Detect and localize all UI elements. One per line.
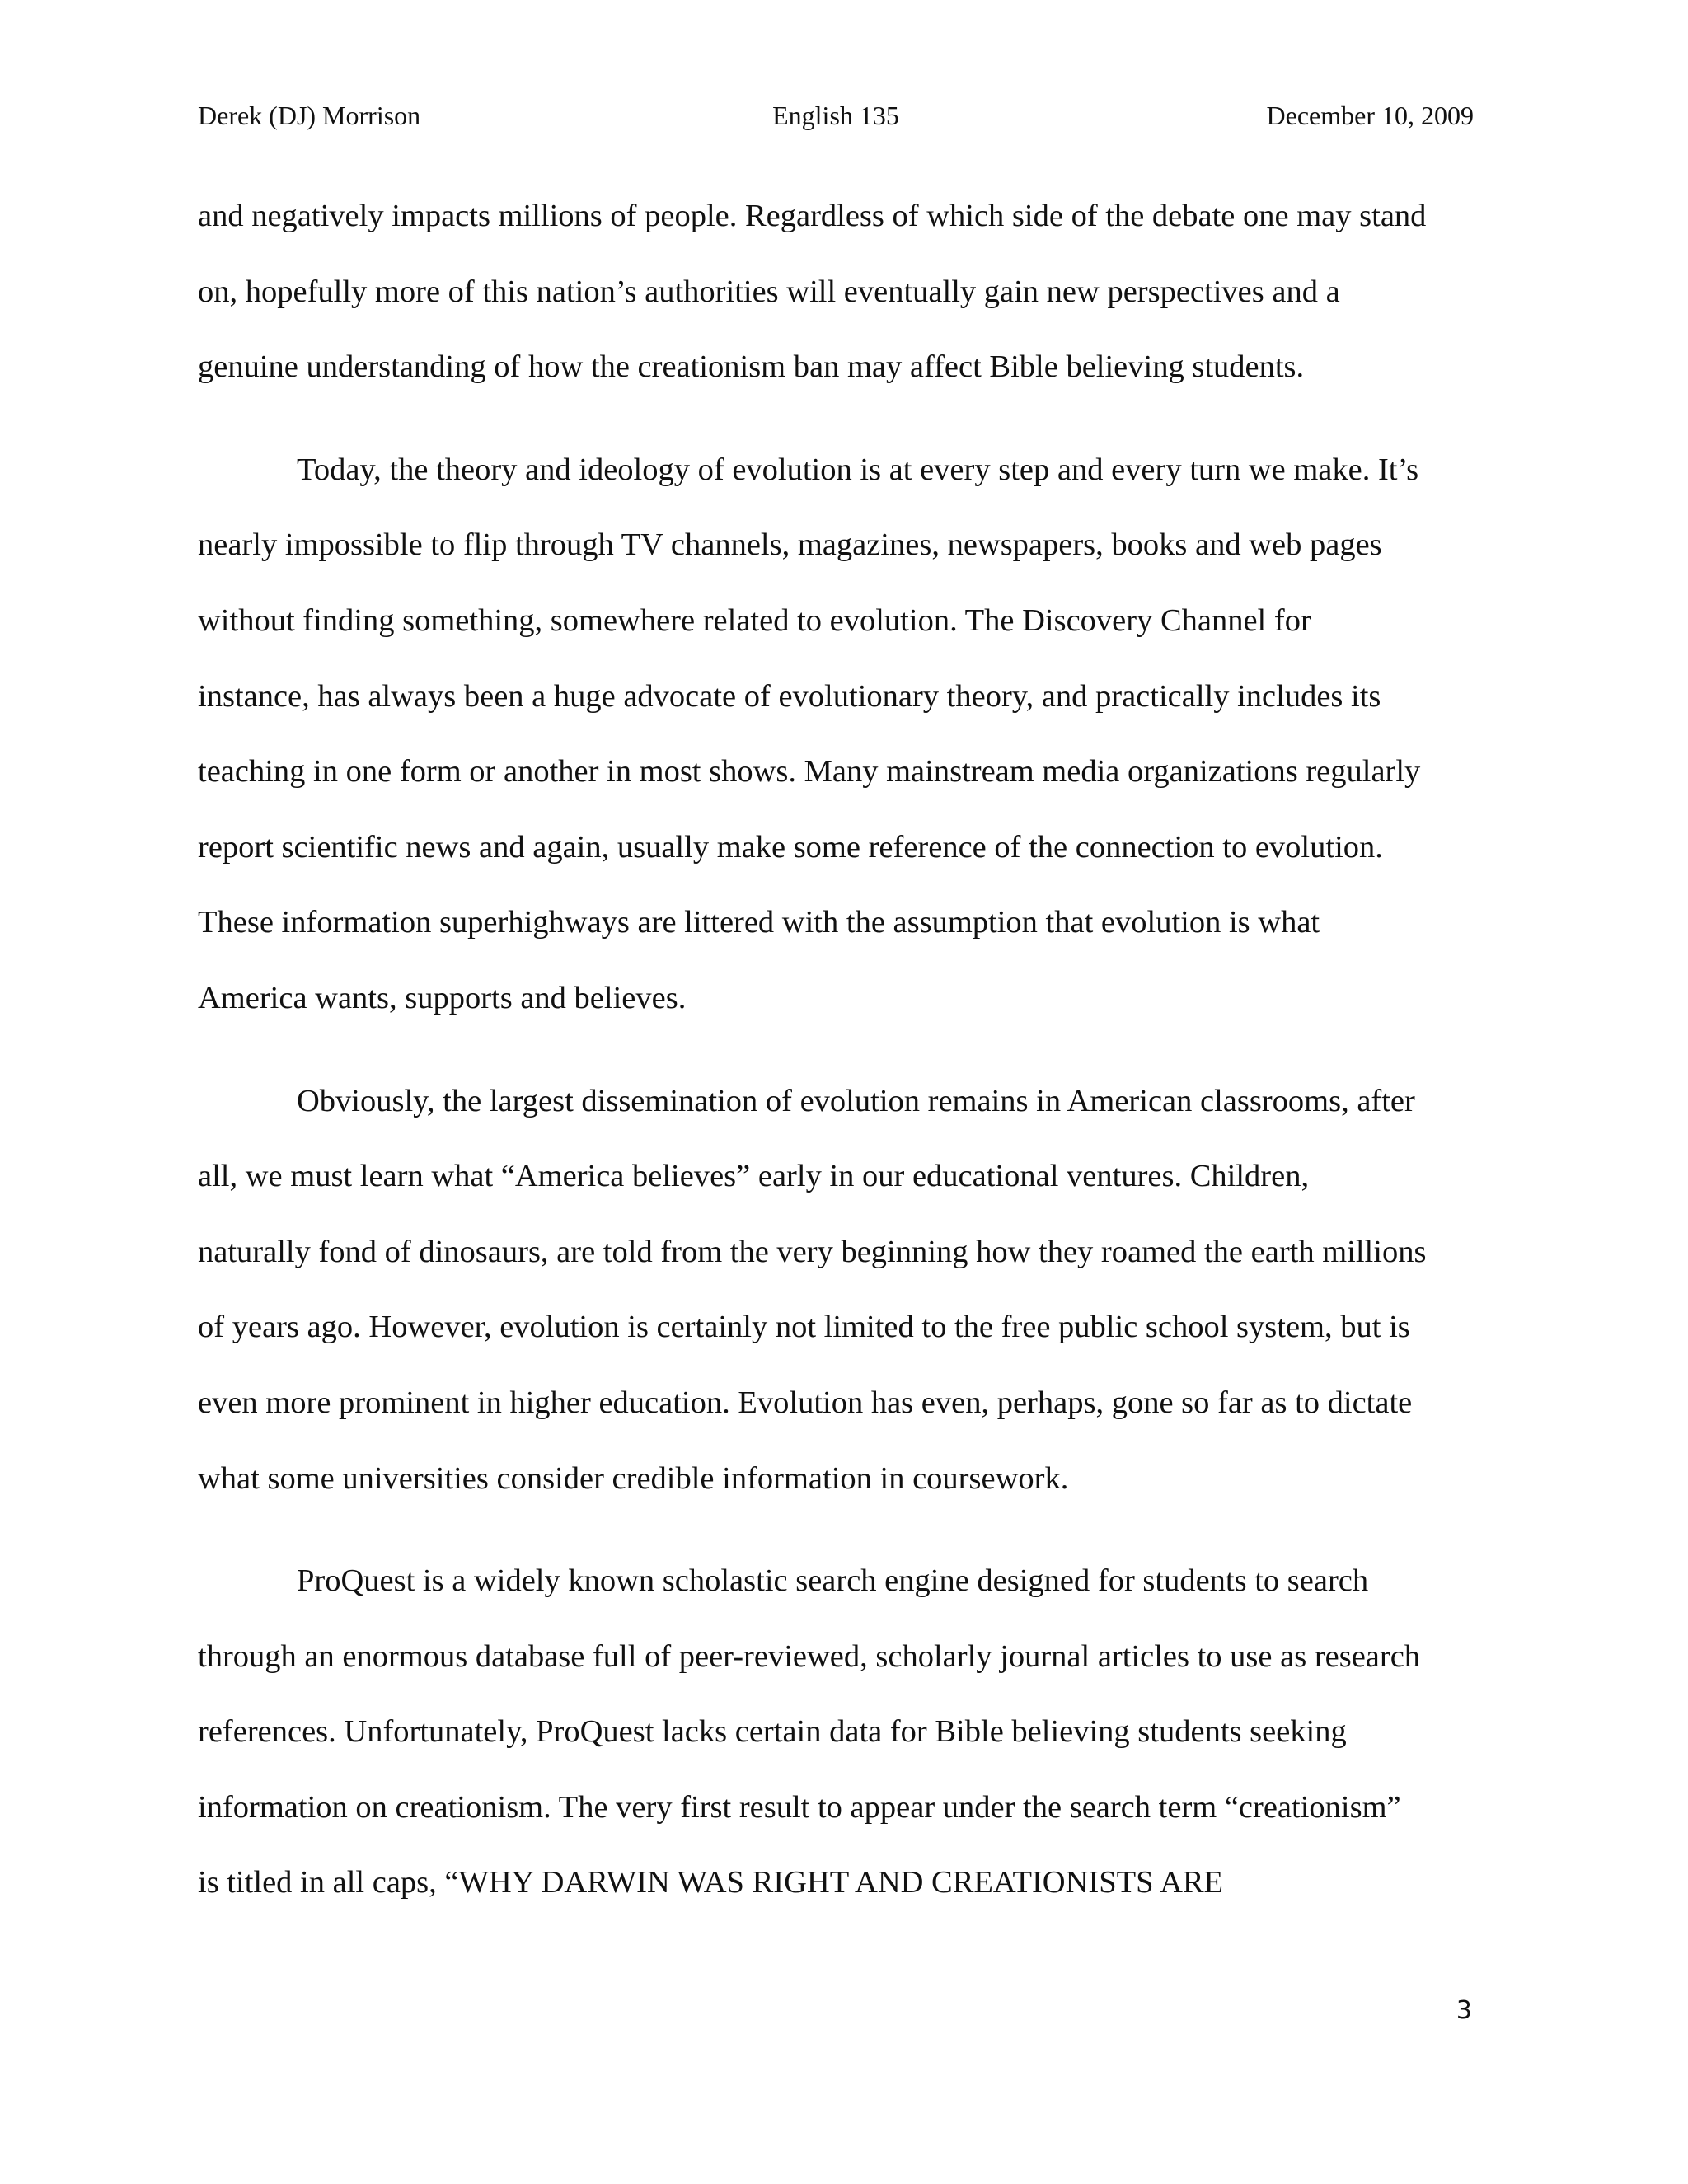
text-line: information on creationism. The very first result to appear under the search term “creationism” <box>198 1789 1401 1825</box>
text-line: nearly impossible to flip through TV channels, magazines, newspapers, books and web pages <box>198 527 1382 563</box>
text-line: all, we must learn what “America believes” early in our educational ventures. Children, <box>198 1159 1310 1194</box>
page-header <box>198 95 1474 136</box>
text-line: naturally fond of dinosaurs, are told from the very beginning how they roamed the earth millions <box>198 1234 1427 1269</box>
header-author: Derek (DJ) Morrison <box>198 101 421 130</box>
page-number: 3 <box>1456 1996 1472 2025</box>
paragraph <box>198 1552 1474 1929</box>
text-line: without finding something, somewhere related to evolution. The Discovery Channel for <box>198 602 1311 638</box>
text-line: ProQuest is a widely known scholastic search engine designed for students to search <box>297 1563 1369 1599</box>
text-line: genuine understanding of how the creationism ban may affect Bible believing students. <box>198 349 1305 385</box>
paragraph <box>198 1072 1474 1526</box>
text-line: references. Unfortunately, ProQuest lacks certain data for Bible believing students seeking <box>198 1714 1347 1750</box>
text-line: of years ago. However, evolution is certainly not limited to the free public school system, but is <box>198 1310 1410 1345</box>
text-line: These information superhighways are littered with the assumption that evolution is what <box>198 905 1320 940</box>
text-line: America wants, supports and believes. <box>198 980 687 1015</box>
text-line: and negatively impacts millions of people. Regardless of which side of the debate one may stand <box>198 199 1427 233</box>
text-line: teaching in one form or another in most shows. Many mainstream media organizations regularly <box>198 754 1421 790</box>
text-line: report scientific news and again, usually make some reference of the connection to evolution. <box>198 829 1383 865</box>
text-line: on, hopefully more of this nation’s authorities will eventually gain new perspectives and a <box>198 274 1340 309</box>
header-course: English 135 <box>772 101 899 130</box>
header-date: December 10, 2009 <box>1266 101 1474 130</box>
text-line: instance, has always been a huge advocate of evolutionary theory, and practically includes its <box>198 678 1381 714</box>
text-line: Obviously, the largest dissemination of evolution remains in American classrooms, after <box>297 1083 1415 1118</box>
text-line: what some universities consider credible information in coursework. <box>198 1460 1069 1496</box>
paragraph <box>198 187 1474 414</box>
paragraph <box>198 441 1474 1045</box>
document-body <box>198 187 1474 1929</box>
text-line: Today, the theory and ideology of evolution is at every step and every turn we make. It’s <box>297 452 1419 487</box>
text-line: even more prominent in higher education. Evolution has even, perhaps, gone so far as to dictate <box>198 1385 1413 1420</box>
text-line: through an enormous database full of peer-reviewed, scholarly journal articles to use as research <box>198 1638 1421 1674</box>
text-line: is titled in all caps, “WHY DARWIN WAS RIGHT AND CREATIONISTS ARE <box>198 1865 1224 1900</box>
